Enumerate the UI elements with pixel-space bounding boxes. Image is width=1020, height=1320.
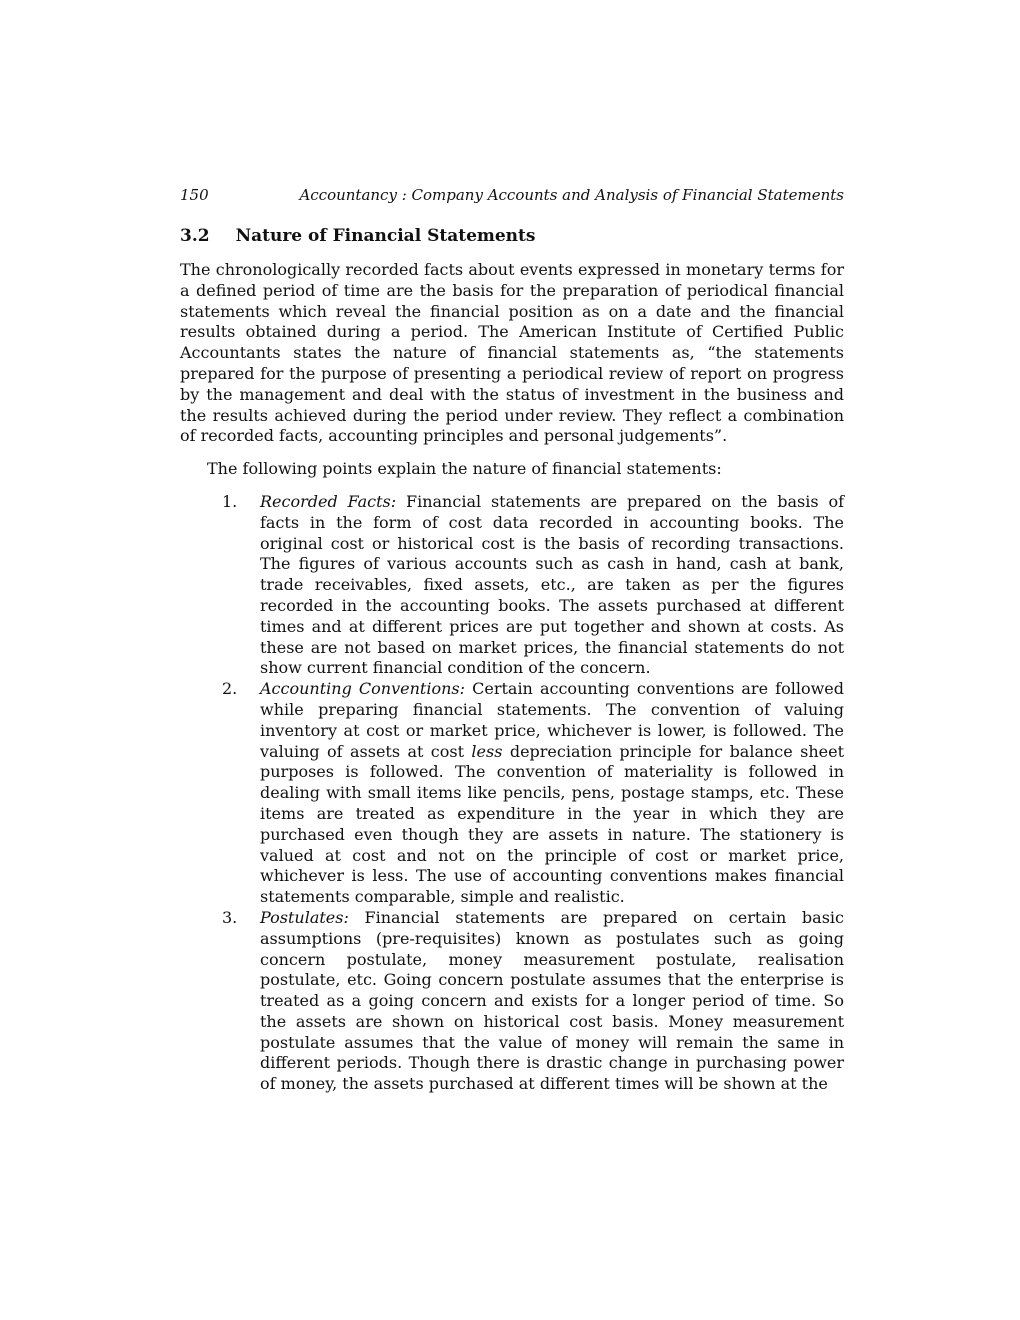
list-item-term: Postulates:	[260, 907, 349, 927]
list-item	[180, 908, 844, 1095]
list-item-number: 2.	[222, 679, 238, 699]
section-number: 3.2	[180, 226, 210, 246]
list-item-number: 1.	[222, 491, 238, 511]
italic-word: less	[471, 741, 503, 761]
list-item-term: Recorded Facts:	[260, 491, 397, 511]
list-item-text: Certain accounting conventions are followed while preparing financial statements. The convention of valuing inventory at cost or market price, whichever is lower, is followed. The valuing of assets at cost	[260, 679, 844, 761]
running-title: Accountancy : Company Accounts and Analysis of Financial Statements	[299, 186, 844, 204]
list-item-term: Accounting Conventions:	[260, 679, 465, 699]
list-item-number: 3.	[222, 907, 238, 927]
intro-paragraph: The chronologically recorded facts about events expressed in monetary terms for a defined period of time are the basis for the preparation of periodical financial statements which reveal the financial position as on a date and the financial results obtained during a period. The American Institute of Certified Public Accountants states the nature of financial statements as, “the statements prepared for the purpose of presenting a periodical review of report on progress by the management and deal with the status of investment in the business and the results achieved during the period under review. They reflect a combination of recorded facts, accounting principles and personal judgements”.	[180, 260, 844, 446]
list-item	[180, 679, 844, 908]
section-heading	[180, 225, 844, 247]
list-item-text: depreciation principle for balance sheet purposes is followed. The convention of materiality is followed in dealing with small items like pencils, pens, postage stamps, etc. These items are treated as expenditure in the year in which they are purchased even though they are assets in nature. The stationery is valued at cost and not on the principle of cost or market price, whichever is less. The use of accounting conventions makes financial statements comparable, simple and realistic.	[260, 741, 845, 907]
lead-in-paragraph: The following points explain the nature of financial statements:	[207, 459, 722, 479]
list-item	[180, 492, 844, 679]
text-column	[180, 186, 844, 1095]
page-number: 150	[180, 186, 209, 204]
numbered-list	[180, 492, 844, 1095]
section-title: Nature of Financial Statements	[235, 226, 536, 246]
running-header	[180, 186, 844, 205]
list-item-text: Financial statements are prepared on the basis of facts in the form of cost data recorded in accounting books. The original cost or historical cost is the basis of recording transactions. The figures of various accounts such as cash in hand, cash at bank, trade receivables, fixed assets, etc., are taken as per the figures recorded in the accounting books. The assets purchased at different times and at different prices are put together and shown at costs. As these are not based on market prices, the financial statements do not show current financial condition of the concern.	[260, 491, 844, 678]
list-item-text: Financial statements are prepared on certain basic assumptions (pre-requisites) known as postulates such as going concern postulate, money measurement postulate, realisation postulate, etc. Going concern postulate assumes that the enterprise is treated as a going concern and exists for a longer period of time. So the assets are shown on historical cost basis. Money measurement postulate assumes that the value of money will remain the same in different periods. Though there is drastic change in purchasing power of money, the assets purchased at different times will be shown at the	[260, 907, 844, 1094]
